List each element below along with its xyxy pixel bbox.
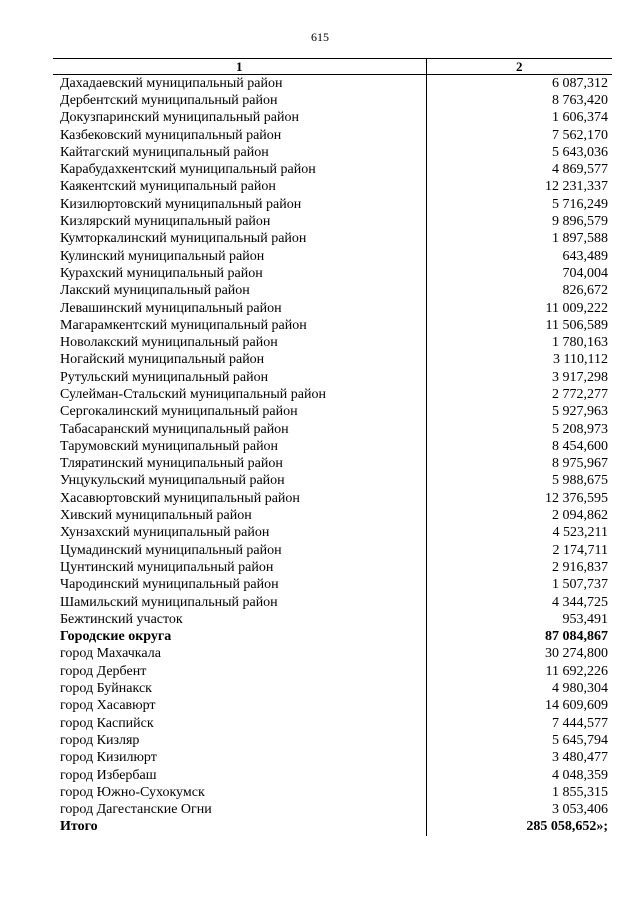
row-name-cell: Магарамкентский муниципальный район: [53, 317, 426, 334]
table-row: [53, 438, 612, 455]
row-name-cell: Каякентский муниципальный район: [53, 179, 426, 196]
table-row: [53, 127, 612, 144]
row-value-cell: 4 048,359: [552, 767, 608, 783]
row-value-cell: 2 174,711: [552, 542, 608, 558]
table-row: [53, 161, 612, 178]
row-value-cell: 4 980,304: [552, 681, 608, 697]
table-row: [53, 801, 612, 818]
row-value-cell: 11 692,226: [545, 663, 608, 679]
row-value-cell: 1 855,315: [552, 784, 608, 800]
row-value-cell: 1 897,588: [552, 231, 608, 247]
column-header-2: 2: [426, 59, 612, 75]
row-name-cell: Итого: [53, 819, 426, 836]
table-row: [53, 144, 612, 161]
row-name-cell: Унцукульский муниципальный район: [53, 473, 426, 490]
row-name-cell: город Каспийск: [53, 715, 426, 732]
row-name-cell: Казбековский муниципальный район: [53, 127, 426, 144]
row-name-cell: Хасавюртовский муниципальный район: [53, 490, 426, 507]
table-row: [53, 611, 612, 628]
row-name-cell: Цунтинский муниципальный район: [53, 559, 426, 576]
table-row-total: [53, 629, 612, 646]
row-name-cell: Хивский муниципальный район: [53, 507, 426, 524]
row-value-cell: 3 917,298: [552, 369, 608, 385]
row-value-cell: 3 053,406: [552, 802, 608, 818]
row-value-cell: 87 084,867: [545, 629, 608, 645]
table-row: [53, 680, 612, 697]
table-row: [53, 75, 612, 93]
table-row: [53, 767, 612, 784]
table-row: [53, 317, 612, 334]
row-name-cell: Городские округа: [53, 629, 426, 646]
row-name-cell: Курахский муниципальный район: [53, 265, 426, 282]
table-row: [53, 646, 612, 663]
row-name-cell: город Кизилюрт: [53, 750, 426, 767]
row-name-cell: Бежтинский участок: [53, 611, 426, 628]
row-name-cell: Дербентский муниципальный район: [53, 92, 426, 109]
row-name-cell: Сергокалинский муниципальный район: [53, 404, 426, 421]
row-value-cell: 4 344,725: [552, 594, 608, 610]
table-row: [53, 594, 612, 611]
table-row: [53, 265, 612, 282]
table-row: [53, 663, 612, 680]
row-value-cell: 30 274,800: [545, 646, 608, 662]
row-value-cell: 7 444,577: [552, 715, 608, 731]
table-row: [53, 404, 612, 421]
row-value-cell: 12 376,595: [545, 490, 608, 506]
row-name-cell: Докузпаринский муниципальный район: [53, 110, 426, 127]
table-row: [53, 386, 612, 403]
row-name-cell: Рутульский муниципальный район: [53, 369, 426, 386]
table-row: [53, 577, 612, 594]
row-value-cell: 643,489: [562, 248, 608, 264]
table-row: [53, 784, 612, 801]
row-name-cell: Табасаранский муниципальный район: [53, 421, 426, 438]
row-name-cell: Кизилюртовский муниципальный район: [53, 196, 426, 213]
table-row: [53, 542, 612, 559]
table-row-total: [53, 819, 612, 836]
row-value-cell: 9 896,579: [552, 214, 608, 230]
row-value-cell: 5 643,036: [552, 144, 608, 160]
row-value-cell: 953,491: [562, 611, 608, 627]
row-name-cell: город Кизляр: [53, 732, 426, 749]
row-value-cell: 1 507,737: [552, 577, 608, 593]
row-name-cell: Кумторкалинский муниципальный район: [53, 231, 426, 248]
row-value-cell: 4 523,211: [552, 525, 608, 541]
row-value-cell: 3 480,477: [552, 750, 608, 766]
row-name-cell: Хунзахский муниципальный район: [53, 525, 426, 542]
row-value-cell: 11 009,222: [545, 300, 608, 316]
row-name-cell: Новолакский муниципальный район: [53, 334, 426, 351]
table-row: [53, 525, 612, 542]
row-name-cell: Тляратинский муниципальный район: [53, 456, 426, 473]
page-number: 615: [311, 30, 329, 44]
row-value-cell: 2 772,277: [552, 386, 608, 402]
row-value-cell: 14 609,609: [545, 698, 608, 714]
table-row: [53, 698, 612, 715]
row-value-cell: 285 058,652»;: [526, 819, 608, 835]
row-value-cell: 5 645,794: [552, 732, 608, 748]
row-value-cell: 1 606,374: [552, 110, 608, 126]
table-row: [53, 473, 612, 490]
row-value-cell: 5 208,973: [552, 421, 608, 437]
row-name-cell: город Дагестанские Огни: [53, 801, 426, 818]
row-value-cell: 3 110,112: [553, 352, 608, 368]
row-name-cell: город Хасавюрт: [53, 698, 426, 715]
table-row: [53, 179, 612, 196]
row-name-cell: Тарумовский муниципальный район: [53, 438, 426, 455]
table-row: [53, 559, 612, 576]
table-row: [53, 352, 612, 369]
table-row: [53, 196, 612, 213]
row-name-cell: Дахадаевский муниципальный район: [53, 75, 426, 93]
row-value-cell: 7 562,170: [552, 127, 608, 143]
row-value-cell: 5 927,963: [552, 404, 608, 420]
row-name-cell: Ногайский муниципальный район: [53, 352, 426, 369]
table-row: [53, 92, 612, 109]
table-row: [53, 369, 612, 386]
row-name-cell: город Буйнакск: [53, 680, 426, 697]
row-name-cell: Левашинский муниципальный район: [53, 300, 426, 317]
table-row: [53, 732, 612, 749]
table-row: [53, 715, 612, 732]
row-name-cell: Кизлярский муниципальный район: [53, 213, 426, 230]
table-body: [53, 75, 612, 837]
column-header-1: 1: [53, 59, 426, 75]
row-value-cell: 4 869,577: [552, 162, 608, 178]
row-value-cell: 6 087,312: [552, 75, 608, 91]
table-row: [53, 750, 612, 767]
table-row: [53, 456, 612, 473]
table-row: [53, 334, 612, 351]
row-value-cell: 12 231,337: [545, 179, 608, 195]
row-value-cell: 704,004: [562, 265, 608, 281]
row-name-cell: город Махачкала: [53, 646, 426, 663]
table-header-row: [53, 59, 612, 75]
row-name-cell: Шамильский муниципальный район: [53, 594, 426, 611]
row-value-cell: 2 916,837: [552, 559, 608, 575]
row-name-cell: Лакский муниципальный район: [53, 283, 426, 300]
row-name-cell: город Избербаш: [53, 767, 426, 784]
table-row: [53, 421, 612, 438]
row-value-cell: 826,672: [562, 283, 608, 299]
row-name-cell: город Дербент: [53, 663, 426, 680]
table-row: [53, 110, 612, 127]
table-row: [53, 490, 612, 507]
table-row: [53, 300, 612, 317]
table-row: [53, 231, 612, 248]
row-value-cell: 8 763,420: [552, 92, 608, 108]
table-row: [53, 507, 612, 524]
row-value-cell: 5 988,675: [552, 473, 608, 489]
row-value-cell: 5 716,249: [552, 196, 608, 212]
table-row: [53, 283, 612, 300]
row-value-cell: 8 454,600: [552, 438, 608, 454]
row-name-cell: Сулейман-Стальский муниципальный район: [53, 386, 426, 403]
row-name-cell: Кулинский муниципальный район: [53, 248, 426, 265]
row-value-cell: 1 780,163: [552, 335, 608, 351]
table-row: [53, 248, 612, 265]
row-name-cell: город Южно-Сухокумск: [53, 784, 426, 801]
row-name-cell: Чародинский муниципальный район: [53, 577, 426, 594]
row-name-cell: Кайтагский муниципальный район: [53, 144, 426, 161]
row-name-cell: Цумадинский муниципальный район: [53, 542, 426, 559]
table-row: [53, 213, 612, 230]
row-name-cell: Карабудахкентский муниципальный район: [53, 161, 426, 178]
row-value-cell: 8 975,967: [552, 456, 608, 472]
row-value-cell: 2 094,862: [552, 508, 608, 524]
row-value-cell: 11 506,589: [545, 317, 608, 333]
allocation-table: [53, 58, 612, 836]
